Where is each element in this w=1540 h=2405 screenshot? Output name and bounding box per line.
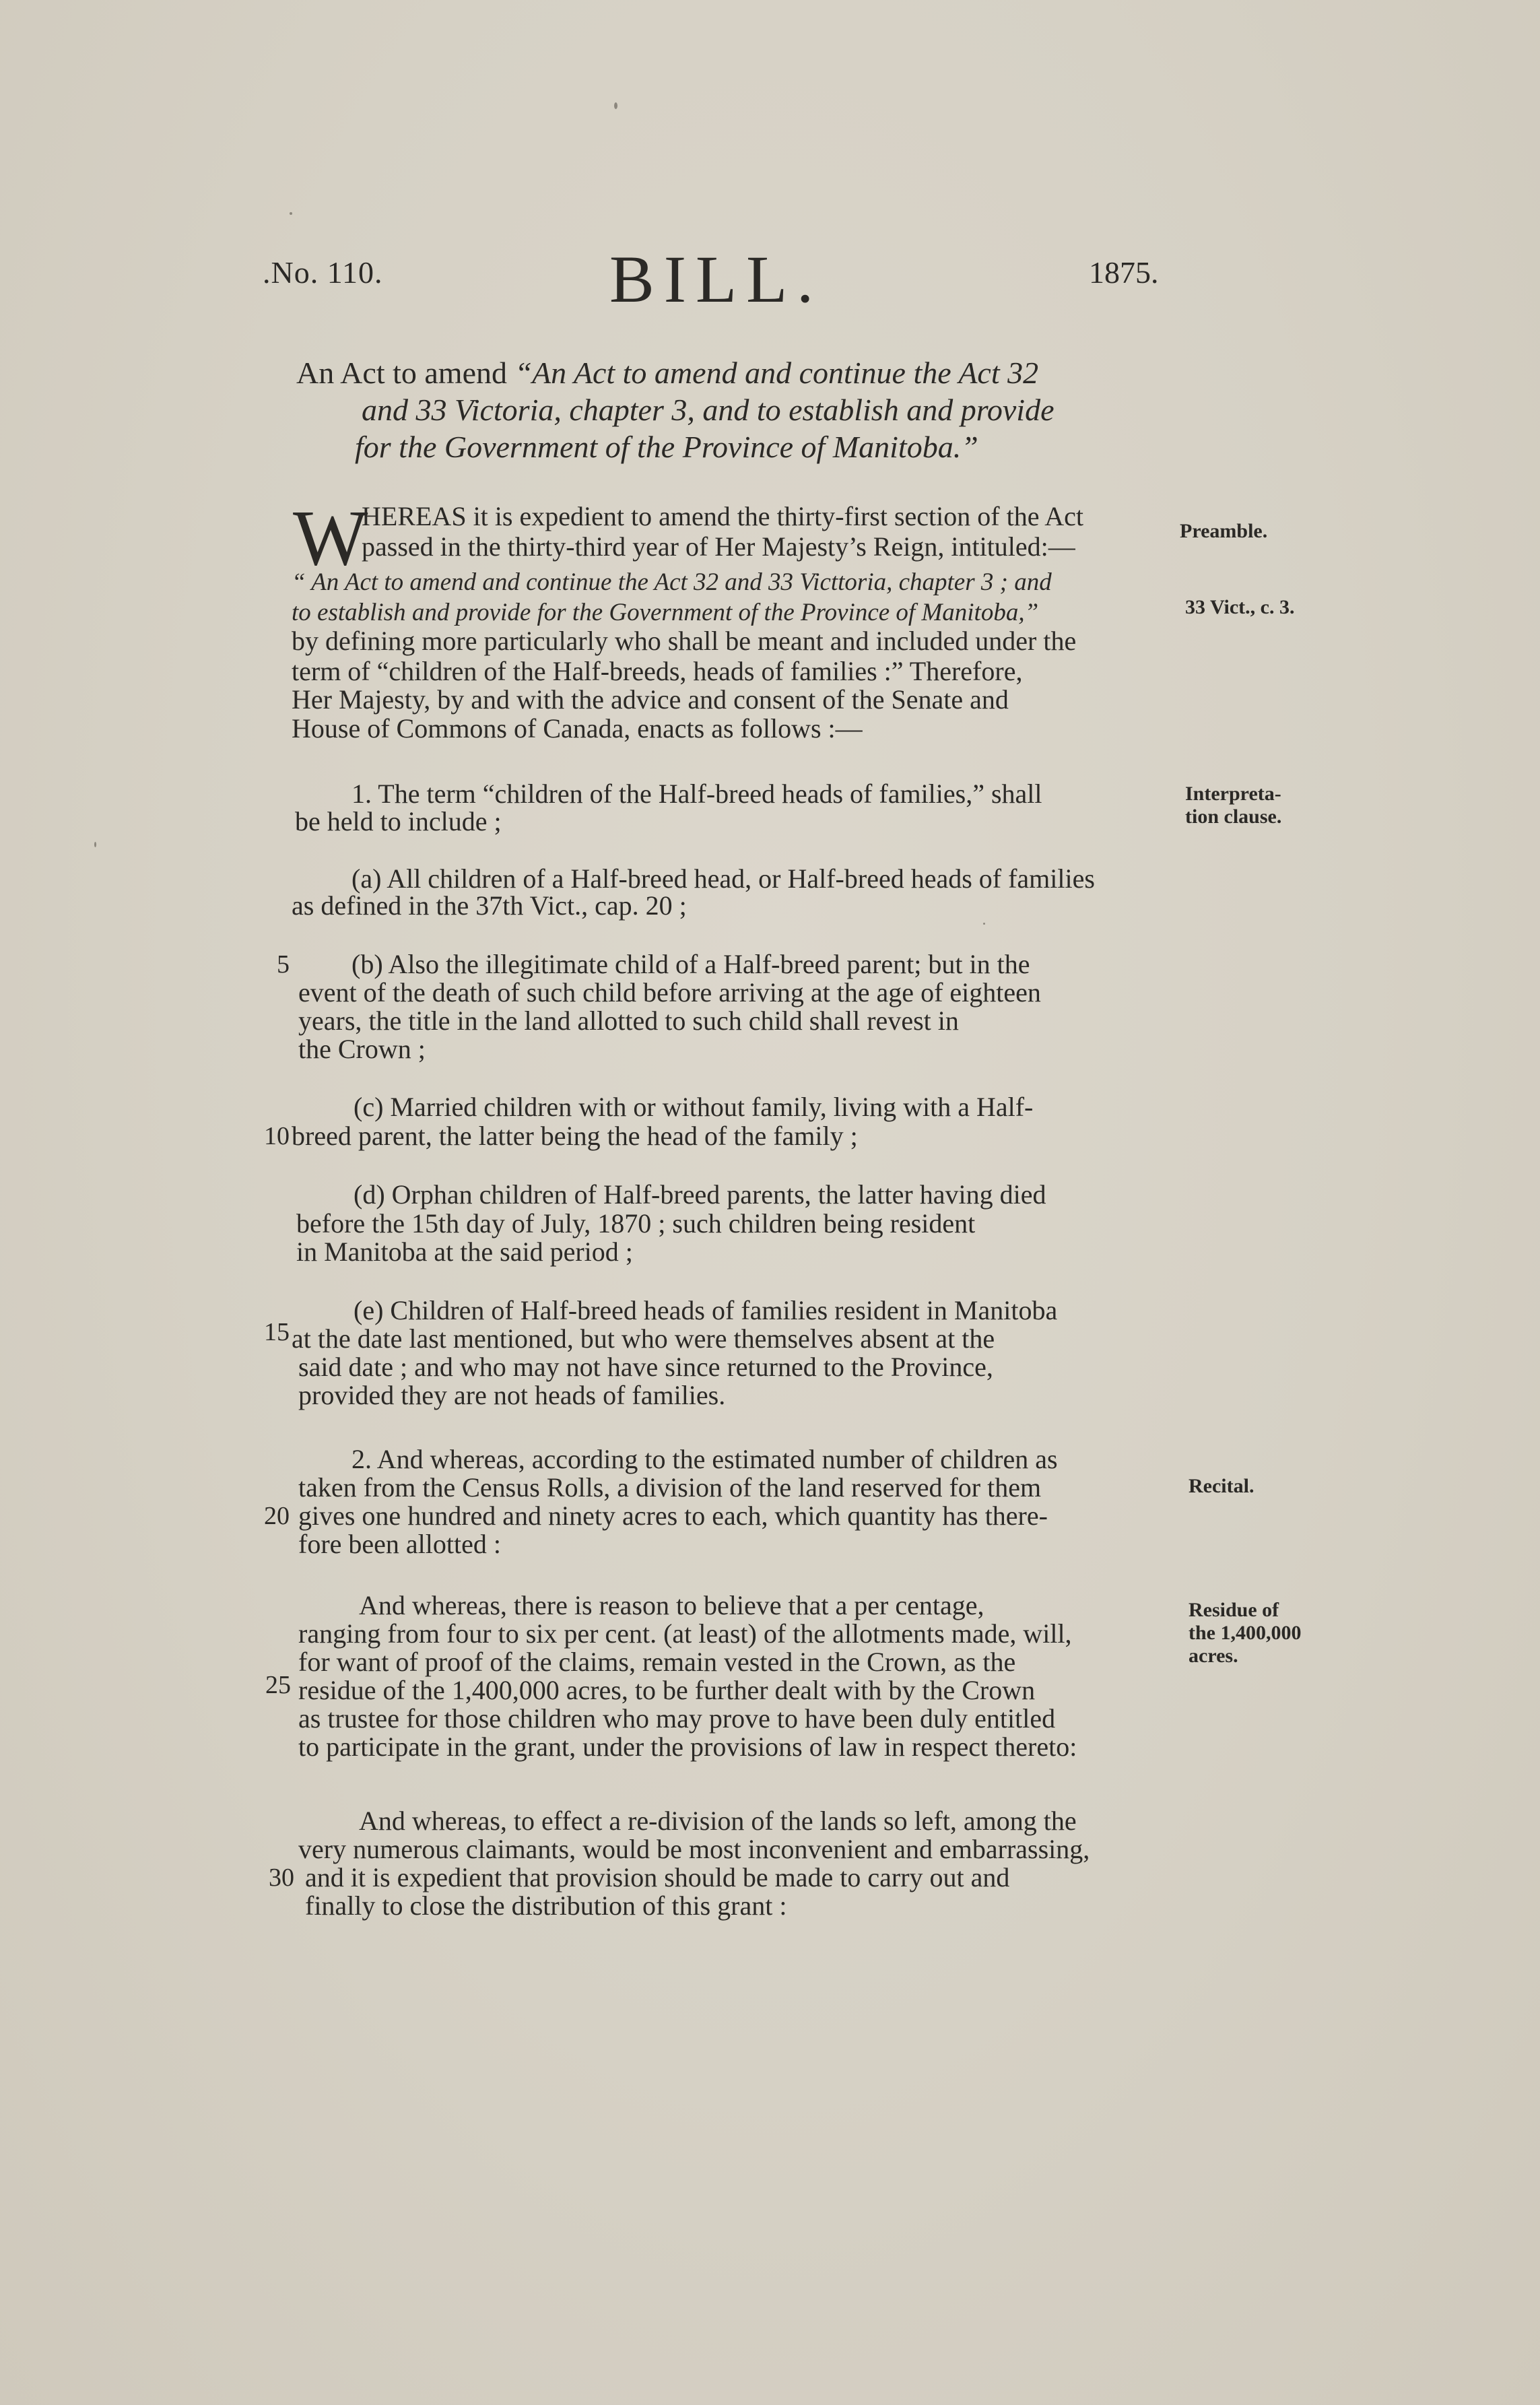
section-2-text: 2. And whereas, according to the estimated number of children as (351, 1444, 1058, 1474)
act-title-line-3: for the Government of the Province of Manitoba.” (355, 430, 978, 464)
line-number: 25 (265, 1671, 291, 1699)
preamble-line: House of Commons of Canada, enacts as follows :— (292, 713, 863, 744)
clause-c: (c) Married children with or without family, living with a Half- (354, 1092, 1034, 1122)
paper-speck (983, 923, 985, 925)
section-1-text: 1. The term “children of the Half-breed heads of families,” shall (351, 779, 1042, 809)
clause-b: (b) Also the illegitimate child of a Half-breed parent; but in the (351, 949, 1030, 979)
act-title-roman: An Act to amend (296, 356, 515, 390)
act-title-line-2: and 33 Victoria, chapter 3, and to establish and provide (362, 393, 1054, 427)
preamble-line: term of “children of the Half-breeds, heads of families :” Therefore, (292, 656, 1023, 686)
recital-residue: residue of the 1,400,000 acres, to be further dealt with by the Crown (298, 1675, 1036, 1705)
clause-b: the Crown ; (298, 1034, 426, 1064)
recital-residue: for want of proof of the claims, remain vested in the Crown, as the (298, 1647, 1016, 1677)
preamble-line: “ An Act to amend and continue the Act 32 and 33 Victtoria, chapter 3 ; and (292, 568, 1052, 596)
clause-e: said date ; and who may not have since returned to the Province, (298, 1352, 993, 1382)
clause-e: (e) Children of Half-breed heads of families resident in Manitoba (354, 1295, 1058, 1325)
clause-a: as defined in the 37th Vict., cap. 20 ; (292, 890, 687, 921)
preamble-line: by defining more particularly who shall be meant and included under the (292, 626, 1077, 656)
margin-note-residue: the 1,400,000 (1189, 1622, 1302, 1644)
clause-d: in Manitoba at the said period ; (296, 1237, 633, 1267)
margin-note-recital: Recital. (1189, 1475, 1254, 1497)
recital-residue: ranging from four to six per cent. (at least) of the allotments made, will, (298, 1618, 1072, 1649)
recital-redivision: and it is expedient that provision should be made to carry out and (305, 1862, 1010, 1892)
paper-speck (290, 212, 292, 215)
margin-note-interpretation: Interpreta- (1185, 783, 1281, 805)
section-2-text: taken from the Census Rolls, a division of the land reserved for them (298, 1472, 1042, 1503)
drop-cap: W (293, 494, 368, 582)
line-number: 30 (269, 1864, 294, 1892)
margin-note-preamble: Preamble. (1180, 520, 1268, 542)
section-2-text: fore been allotted : (298, 1529, 501, 1559)
clause-d: before the 15th day of July, 1870 ; such children being resident (296, 1208, 976, 1239)
section-2-text: gives one hundred and ninety acres to each, which quantity has there- (298, 1501, 1048, 1531)
line-number: 20 (264, 1502, 290, 1530)
clause-e: provided they are not heads of families. (298, 1380, 726, 1410)
recital-residue: to participate in the grant, under the provisions of law in respect thereto: (298, 1732, 1077, 1762)
recital-redivision: And whereas, to effect a re-division of the lands so left, among the (359, 1806, 1077, 1836)
clause-d: (d) Orphan children of Half-breed parents, the latter having died (354, 1179, 1046, 1210)
paper-speck (614, 102, 617, 109)
recital-residue: as trustee for those children who may prove to have been duly entitled (298, 1703, 1056, 1734)
bill-number: .No. 110. (263, 255, 383, 290)
clause-b: years, the title in the land allotted to such child shall revest in (298, 1006, 959, 1036)
paper-speck (94, 842, 96, 847)
act-title-italic: “An Act to amend and continue the Act 32 (514, 356, 1039, 390)
bill-year: 1875. (1089, 255, 1159, 290)
margin-note-statute: 33 Vict., c. 3. (1185, 596, 1295, 618)
recital-redivision: finally to close the distribution of this grant : (305, 1890, 787, 1921)
preamble-line: Her Majesty, by and with the advice and consent of the Senate and (292, 684, 1009, 715)
margin-note-residue: Residue of (1189, 1599, 1279, 1621)
line-number: 10 (264, 1122, 290, 1150)
clause-a: (a) All children of a Half-breed head, or Half-breed heads of families (351, 863, 1095, 894)
clause-c: breed parent, the latter being the head of the family ; (292, 1121, 858, 1151)
margin-note-interpretation: tion clause. (1185, 805, 1282, 828)
bill-heading: BILL. (609, 242, 824, 317)
preamble-line: to establish and provide for the Government of the Province of Manitoba,” (292, 599, 1039, 626)
clause-b: event of the death of such child before arriving at the age of eighteen (298, 977, 1041, 1008)
section-1-text: be held to include ; (295, 806, 502, 836)
margin-note-residue: acres. (1189, 1645, 1238, 1667)
recital-redivision: very numerous claimants, would be most inconvenient and embarrassing, (298, 1834, 1090, 1864)
act-title-line-1 (296, 355, 1038, 391)
line-number: 15 (264, 1318, 290, 1346)
clause-e: at the date last mentioned, but who were themselves absent at the (292, 1323, 995, 1354)
line-number: 5 (277, 950, 290, 979)
preamble-line: passed in the thirty-third year of Her Majesty’s Reign, intituled:— (362, 531, 1075, 562)
recital-residue: And whereas, there is reason to believe that a per centage, (359, 1590, 984, 1620)
preamble-line: HEREAS it is expedient to amend the thirty-first section of the Act (362, 501, 1084, 531)
